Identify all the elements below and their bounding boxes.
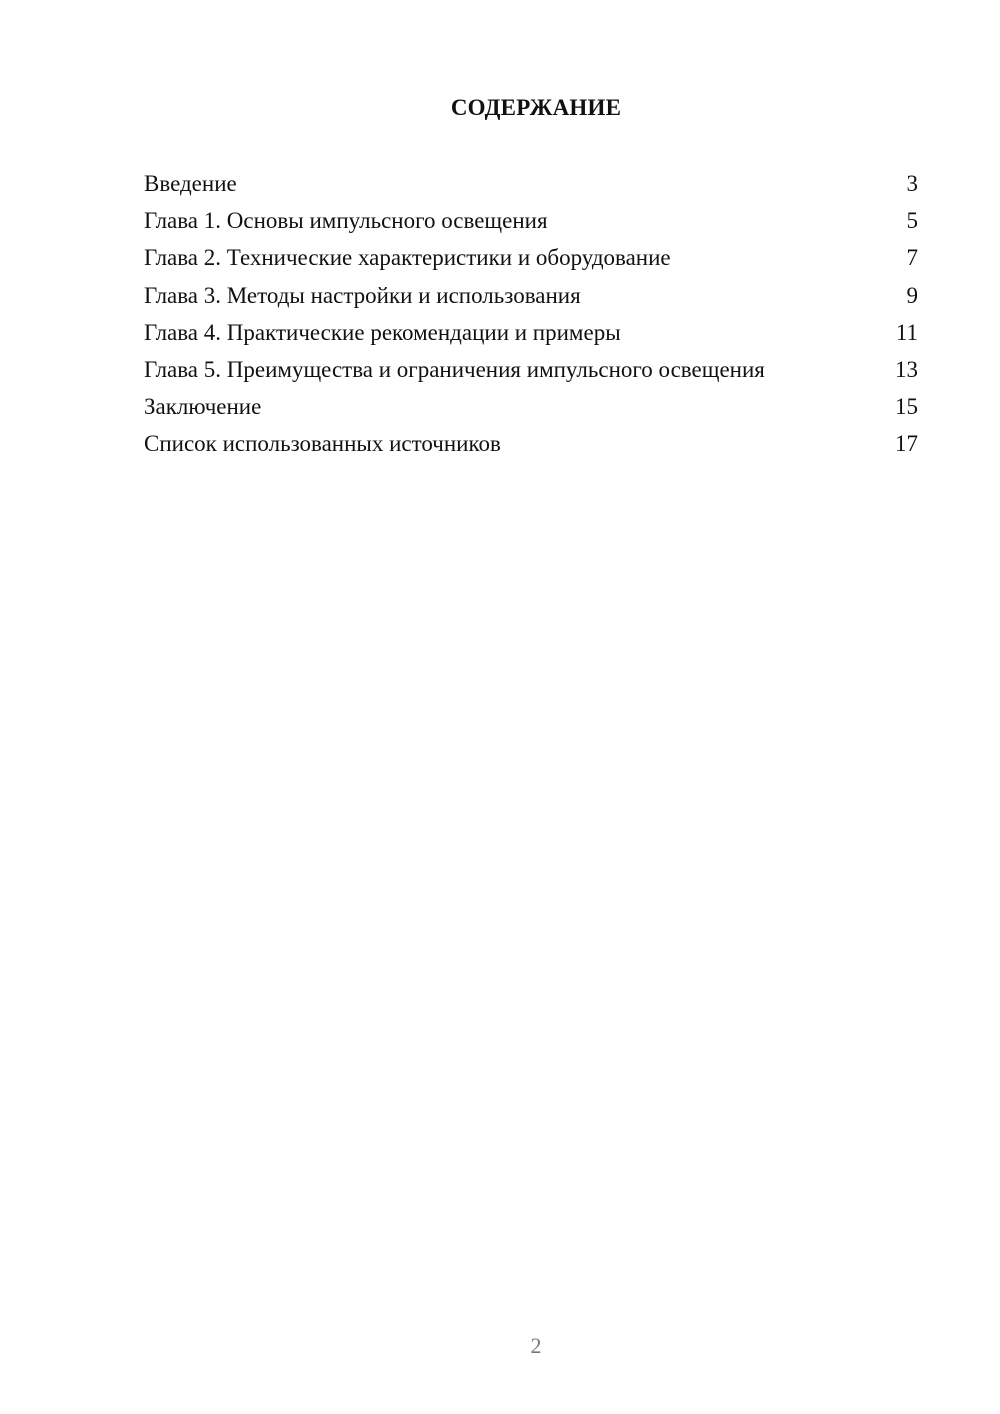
toc-entry-page: 7 [906,245,918,271]
toc-entry-label: Заключение [144,394,262,420]
toc-entry-chapter-5 [144,355,918,392]
toc-entry-chapter-4 [144,318,918,355]
toc-entry-label: Глава 3. Методы настройки и использования [144,282,581,308]
toc-heading: СОДЕРЖАНИЕ [450,95,622,120]
toc-entry-introduction [144,169,918,206]
toc-entry-chapter-1 [144,206,918,243]
toc-entry-label: Список использованных источников [144,431,501,457]
toc-entry-label: Глава 5. Преимущества и ограничения импульсного освещения [144,356,765,382]
toc-entry-page: 3 [906,171,918,196]
table-of-contents [144,169,918,467]
toc-entry-chapter-2 [144,243,918,280]
toc-entry-conclusion [144,392,918,429]
toc-entry-page: 15 [895,394,918,420]
page-number: 2 [530,1333,542,1358]
toc-entry-page: 13 [895,356,918,382]
toc-entry-chapter-3 [144,281,918,318]
toc-entry-page: 9 [906,282,918,308]
toc-entry-references [144,429,918,466]
toc-entry-page: 11 [895,319,918,345]
toc-entry-label: Глава 1. Основы импульсного освещения [144,208,548,234]
toc-entry-label: Глава 2. Технические характеристики и оборудование [144,245,671,271]
toc-entry-label: Глава 4. Практические рекомендации и примеры [144,319,621,345]
toc-entry-page: 17 [895,431,918,457]
toc-entry-label: Введение [144,171,237,196]
toc-entry-page: 5 [906,208,918,234]
